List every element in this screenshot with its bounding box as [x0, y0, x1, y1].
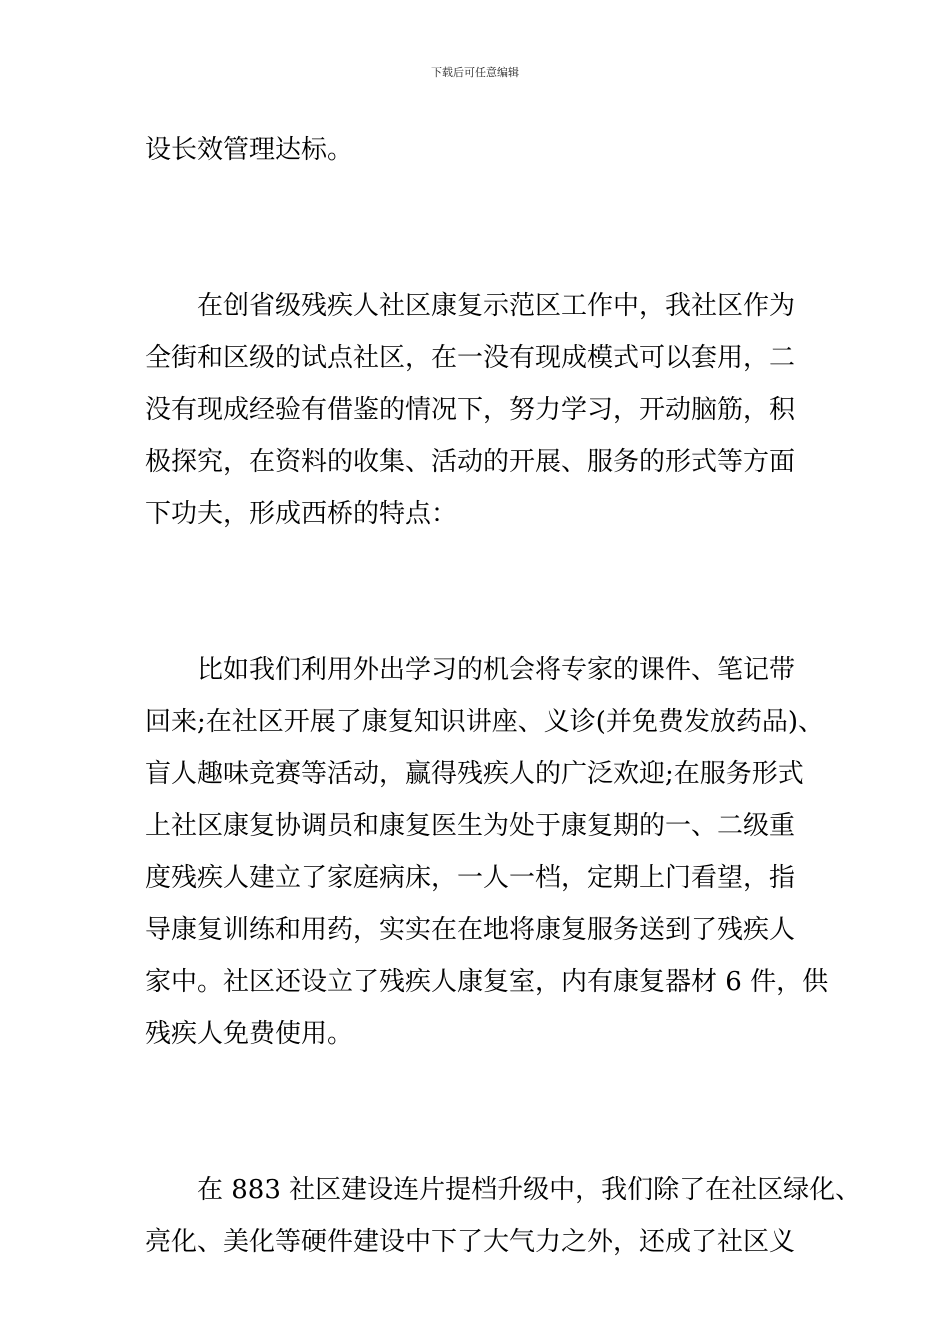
- paragraph-line: 度残疾人建立了家庭病床，一人一档，定期上门看望，指: [145, 863, 796, 893]
- paragraph-line: 上社区康复协调员和康复医生为处于康复期的一、二级重: [145, 811, 796, 841]
- paragraph-line: 盲人趣味竞赛等活动，赢得残疾人的广泛欢迎;在服务形式: [145, 759, 804, 789]
- document-body: [145, 124, 862, 1268]
- paragraph-line: 家中。社区还设立了残疾人康复室，内有康复器材 6 件，供: [145, 967, 829, 997]
- paragraph-spacer: [145, 540, 825, 644]
- paragraph-line: 导康复训练和用药，实实在在地将康复服务送到了残疾人: [145, 915, 796, 945]
- paragraph-line: 回来;在社区开展了康复知识讲座、义诊(并免费发放药品)、: [145, 707, 825, 737]
- paragraph-1: [145, 124, 825, 176]
- paragraph-spacer: [145, 1060, 825, 1164]
- paragraph-line: 全街和区级的试点社区，在一没有现成模式可以套用，二: [145, 343, 796, 373]
- paragraph-line: 极探究，在资料的收集、活动的开展、服务的形式等方面: [145, 447, 796, 477]
- paragraph-2: [145, 280, 825, 540]
- page-header-note: 下载后可任意编辑: [431, 66, 519, 79]
- paragraph-line: 下功夫，形成西桥的特点：: [145, 499, 458, 529]
- paragraph-line: 在创省级残疾人社区康复示范区工作中，我社区作为: [197, 291, 796, 321]
- paragraph-4: [145, 1164, 862, 1268]
- paragraph-line: 设长效管理达标。: [145, 135, 354, 165]
- paragraph-line: 没有现成经验有借鉴的情况下，努力学习，开动脑筋，积: [145, 395, 796, 425]
- paragraph-spacer: [145, 176, 825, 280]
- paragraph-line: 在 883 社区建设连片提档升级中，我们除了在社区绿化、: [197, 1175, 862, 1205]
- paragraph-3: [145, 644, 829, 1060]
- paragraph-line: 残疾人免费使用。: [145, 1019, 354, 1049]
- paragraph-line: 亮化、美化等硬件建设中下了大气力之外，还成了社区义: [145, 1227, 796, 1257]
- paragraph-line: 比如我们利用外出学习的机会将专家的课件、笔记带: [197, 655, 796, 685]
